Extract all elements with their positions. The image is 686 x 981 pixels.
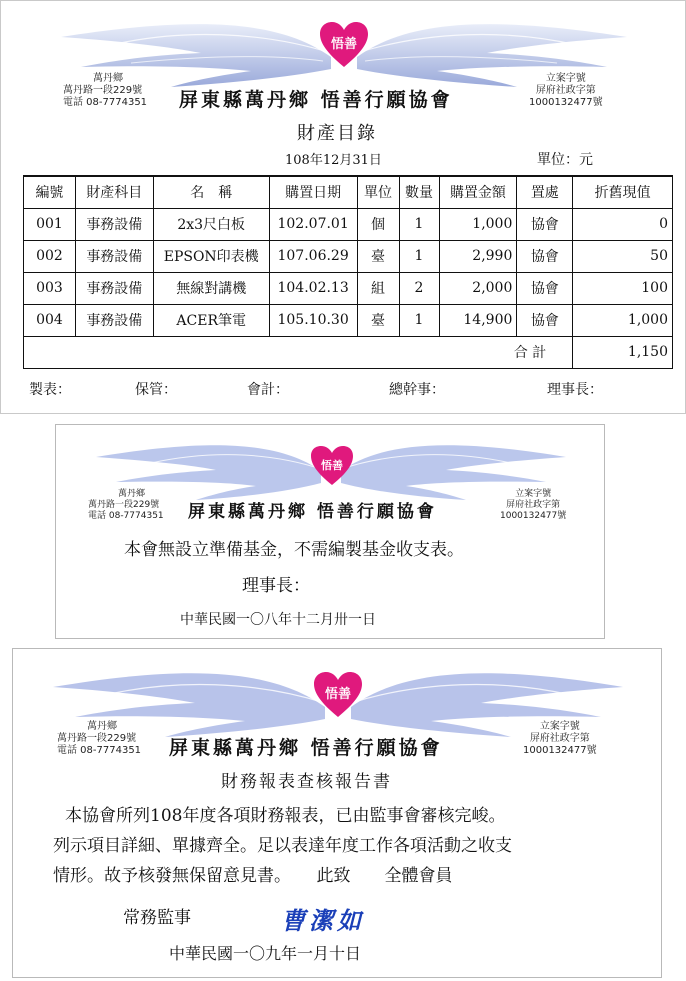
org-registration — [500, 489, 566, 522]
audit-report-line1: 本協會所列108年度各項財務報表，已由監事會審核完峻。 — [65, 806, 506, 826]
org-phone: 電話 08-7774351 — [88, 511, 164, 521]
org-registration-line3: 1000132477號 — [529, 97, 603, 108]
signature-field: 製表： — [29, 382, 71, 398]
supervisor-signature: 曹潔如 — [281, 906, 365, 935]
audit-report-date: 中華民國一〇九年一月十日 — [169, 944, 362, 963]
cell-date: 107.06.29 — [269, 240, 357, 272]
org-registration-line1: 立案字號 — [539, 721, 580, 732]
heart-logo-text: 悟善 — [324, 687, 352, 702]
cell-category: 事務設備 — [75, 208, 153, 240]
column-header: 數量 — [399, 176, 439, 208]
cell-unit: 組 — [357, 272, 399, 304]
org-address-line1: 萬丹鄉 — [118, 489, 146, 499]
signature-field: 理事長： — [547, 382, 603, 398]
letterhead — [1, 1, 685, 113]
org-name: 屏東縣萬丹鄉 悟善行願協會 — [179, 89, 453, 111]
org-phone: 電話 08-7774351 — [63, 97, 148, 108]
cell-amount: 14,900 — [439, 304, 517, 336]
column-header: 單位 — [357, 176, 399, 208]
cell-depreciated: 1,000 — [573, 304, 673, 336]
signature-field: 會計： — [247, 382, 289, 398]
cell-id: 003 — [24, 272, 76, 304]
cell-id: 004 — [24, 304, 76, 336]
audit-report-panel — [12, 648, 662, 978]
table-total-row — [24, 336, 673, 368]
org-registration-line2: 屏府社政字第 — [506, 500, 561, 510]
signature-field: 總幹事： — [389, 382, 445, 398]
audit-report-title: 財務報表查核報告書 — [221, 772, 392, 792]
heart-logo-text: 悟善 — [321, 459, 343, 472]
audit-report-line2: 列示項目詳細、單據齊全。足以表達年度工作各項活動之收支 — [53, 836, 512, 856]
cell-unit: 個 — [357, 208, 399, 240]
total-label: 合 計 — [24, 336, 573, 368]
cell-amount: 2,000 — [439, 272, 517, 304]
cell-category: 事務設備 — [75, 272, 153, 304]
org-address — [63, 73, 147, 109]
table-row — [24, 304, 673, 336]
inventory-unit: 單位：元 — [537, 152, 593, 168]
org-registration-line1: 立案字號 — [515, 489, 552, 499]
org-address-line1: 萬丹鄉 — [87, 721, 117, 732]
column-header: 名 稱 — [153, 176, 269, 208]
cell-category: 事務設備 — [75, 304, 153, 336]
cell-unit: 臺 — [357, 304, 399, 336]
org-address — [88, 489, 164, 522]
org-registration-line2: 屏府社政字第 — [535, 85, 596, 96]
column-header: 折舊現值 — [573, 176, 673, 208]
table-row — [24, 272, 673, 304]
cell-location: 協會 — [517, 304, 573, 336]
cell-quantity: 1 — [399, 304, 439, 336]
org-address-line2: 萬丹路一段229號 — [88, 500, 160, 510]
total-value: 1,150 — [573, 336, 673, 368]
column-header: 編號 — [24, 176, 76, 208]
fund-notice-text: 本會無設立準備基金，不需編製基金收支表。 — [124, 540, 464, 560]
cell-quantity: 2 — [399, 272, 439, 304]
cell-quantity: 1 — [399, 208, 439, 240]
org-address-line1: 萬丹鄉 — [93, 73, 123, 84]
cell-category: 事務設備 — [75, 240, 153, 272]
inventory-title: 財產目錄 — [297, 123, 377, 144]
table-row — [24, 240, 673, 272]
inventory-table — [23, 175, 673, 369]
cell-date: 105.10.30 — [269, 304, 357, 336]
org-address — [57, 721, 141, 757]
cell-location: 協會 — [517, 240, 573, 272]
cell-id: 002 — [24, 240, 76, 272]
cell-depreciated: 100 — [573, 272, 673, 304]
heart-logo-icon — [319, 21, 369, 69]
org-registration — [523, 721, 597, 757]
cell-date: 102.07.01 — [269, 208, 357, 240]
cell-amount: 1,000 — [439, 208, 517, 240]
cell-name: 2x3尺白板 — [153, 208, 269, 240]
letterhead — [56, 425, 604, 537]
org-registration — [529, 73, 603, 109]
org-address-line2: 萬丹路一段229號 — [63, 85, 143, 96]
cell-name: ACER筆電 — [153, 304, 269, 336]
cell-depreciated: 0 — [573, 208, 673, 240]
fund-notice-date: 中華民國一〇八年十二月卅一日 — [180, 612, 376, 628]
cell-name: 無線對講機 — [153, 272, 269, 304]
cell-unit: 臺 — [357, 240, 399, 272]
fund-notice-panel — [55, 424, 605, 639]
signature-field: 保管： — [135, 382, 177, 398]
org-phone: 電話 08-7774351 — [57, 745, 142, 756]
cell-quantity: 1 — [399, 240, 439, 272]
heart-logo-icon — [313, 671, 363, 719]
column-header: 置處 — [517, 176, 573, 208]
cell-depreciated: 50 — [573, 240, 673, 272]
org-address-line2: 萬丹路一段229號 — [57, 733, 137, 744]
column-header: 購置金額 — [439, 176, 517, 208]
org-registration-line1: 立案字號 — [545, 73, 586, 84]
column-header: 財產科目 — [75, 176, 153, 208]
org-registration-line3: 1000132477號 — [500, 511, 567, 521]
letterhead — [13, 649, 661, 761]
cell-location: 協會 — [517, 272, 573, 304]
chairman-label: 理事長： — [242, 576, 310, 596]
supervisor-label: 常務監事 — [123, 908, 191, 928]
cell-location: 協會 — [517, 208, 573, 240]
cell-id: 001 — [24, 208, 76, 240]
org-name: 屏東縣萬丹鄉 悟善行願協會 — [188, 502, 437, 522]
column-header: 購置日期 — [269, 176, 357, 208]
cell-name: EPSON印表機 — [153, 240, 269, 272]
heart-logo-icon — [310, 445, 354, 487]
table-header-row — [24, 176, 673, 208]
cell-date: 104.02.13 — [269, 272, 357, 304]
inventory-panel — [0, 0, 686, 414]
audit-report-line3: 情形。故予核發無保留意見書。 此致 全體會員 — [53, 866, 453, 886]
table-row — [24, 208, 673, 240]
org-registration-line2: 屏府社政字第 — [529, 733, 590, 744]
heart-logo-text: 悟善 — [330, 37, 358, 52]
org-registration-line3: 1000132477號 — [523, 745, 597, 756]
org-name: 屏東縣萬丹鄉 悟善行願協會 — [169, 737, 443, 759]
cell-amount: 2,990 — [439, 240, 517, 272]
inventory-date: 108年12月31日 — [285, 153, 382, 168]
